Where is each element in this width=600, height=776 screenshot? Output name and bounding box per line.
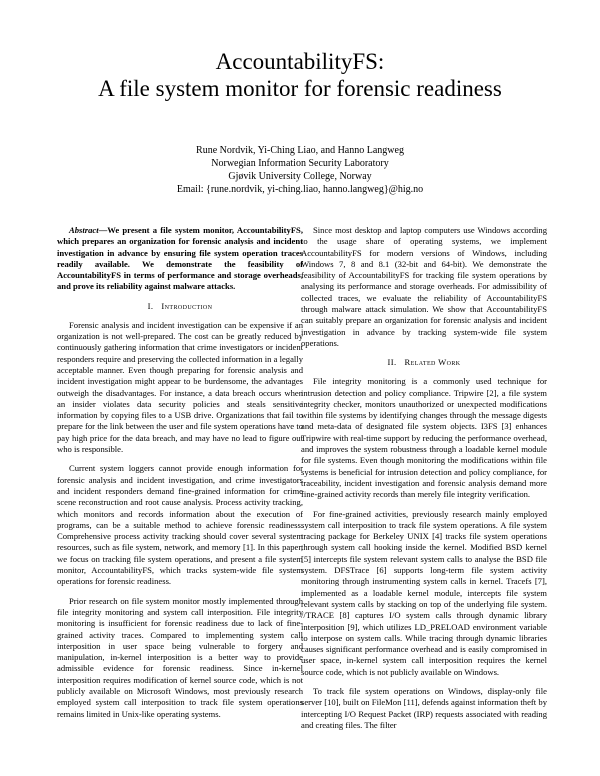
affiliation-college: Gjøvik University College, Norway <box>228 171 372 182</box>
intro-paragraph: Forensic analysis and incident investigation can be expensive if an organization is not well-prepared. The cost can be greatly reduced by continuously gathering information that crime investigators or incident responders require and preserving the collected information in a legally acceptable manner. Even though preparing for forensic analysis and incident investigation might appear to be burdensome, the advantages outweigh the disadvantages. For instance, a data breach occurs when an insider violates data security policies and steals sensitive information by copying files to a USB drive. Organizations that fail to prepare for the link between the user and file system operations have to pay high price for the data breach, and may have no lead to figure out who is responsible. <box>57 319 303 455</box>
author-block <box>60 144 540 196</box>
author-email: Email: {rune.nordvik, yi-ching.liao, hanno.langweg}@hig.no <box>176 184 424 195</box>
section-heading-introduction <box>57 301 303 312</box>
right-column <box>301 225 547 739</box>
author-names: Rune Nordvik, Yi-Ching Liao, and Hanno Langweg <box>196 145 404 156</box>
title-line-2: A file system monitor for forensic readiness <box>98 76 502 101</box>
intro-paragraph: Since most desktop and laptop computers use Windows according to the usage share of operating systems, we implement AccountabilityFS for modern versions of Windows, including Windows 7, 8 and 8.1 (32-bit and 64-bit). We demonstrate the feasibility of AccountabilityFS for tracking file system operations by analysing its performance and storage overheads. For admissibility of collected traces, we evaluate the reliability of AccountabilityFS through malware attack simulation. We show that AccountabilityFS can suitably prepare an organization for forensic analysis and incident investigation in advance by tracking system-wide file system operations. <box>301 225 547 348</box>
abstract-text: —We present a file system monitor, AccountabilityFS, which prepares an organization for forensic analysis and incident investigation in advance by ensuring file system operation traces readily available. We demonstrate the feasibility of AccountabilityFS in terms of performance and storage overheads, and prove its reliability against malware attacks. <box>57 225 303 292</box>
intro-paragraph: Prior research on file system monitor mostly implemented through file integrity monitoring and system call interposition. File integrity monitoring is insufficient for forensic readiness due to lack of fine-grained activity traces. Compared to implementing system call interposition in user space being vulnerable to forgery and manipulation, in-kernel interposition is a better way to provide admissible evidence for forensic readiness. Since in-kernel interposition requires modification of kernel source code, which is not publicly available on Microsoft Windows, most previously research employed system call interposition to track file system operations remains limited in Unix-like operating systems. <box>57 595 303 719</box>
related-work-paragraph: To track file system operations on Windows, display-only file server [10], built on FileMon [11], defends against information theft by intercepting I/O Request Packet (IRP) requests associated with reading and creating files. The filter <box>301 685 547 730</box>
related-work-paragraph: For fine-grained activities, previously research mainly employed system call interposition to track file system operations. A file system tracing package for Berkeley UNIX [4] tracks file system operations through system call hooking inside the kernel. Modified BSD kernel [5] intercepts file system relevant system calls to analyse the BSD file system. DFSTrace [6] supports long-term file system activity monitoring through instrumenting system calls in kernel. Tracefs [7], implemented as a loadable kernel module, intercepts file system relevant system calls by stacking on top of the underlying file system. //TRACE [8] captures I/O system calls through dynamic library interposition [9], which utilizes LD_PRELOAD environment variable to interpose on system calls. While tracing through dynamic libraries causes significant performance overhead and is easily compromised in user space, in-kernel system call interposition requires the kernel source code, which is not publicly available on Windows. <box>301 508 547 677</box>
paper-title <box>40 48 560 102</box>
title-line-1: AccountabilityFS: <box>215 49 385 74</box>
section-title: Related Work <box>404 357 461 368</box>
section-number: I. <box>147 300 154 311</box>
left-column <box>57 225 303 728</box>
affiliation-lab: Norwegian Information Security Laboratory <box>211 158 389 169</box>
section-title: Introduction <box>161 300 213 311</box>
abstract-label: Abstract <box>69 225 99 235</box>
related-work-paragraph: File integrity monitoring is a commonly used technique for intrusion detection and policy compliance. Tripwire [2], a file system integrity checker, monitors unauthorized or unexpected modifications within file systems by identifying changes through the message digests and meta-data of designated file system objects. I3FS [3] enhances Tripwire with real-time support by reducing the performance overhead, and improves the system robustness through a loadable kernel module for file systems. Even though monitoring the modifications within file systems is beneficial for intrusion detection and policy compliance, for traceability, incident investigation and forensic analysis demand more fine-grained activity records than merely file integrity verification. <box>301 376 547 500</box>
abstract <box>57 225 303 293</box>
section-number: II. <box>387 357 397 368</box>
section-heading-related-work <box>301 357 547 368</box>
intro-paragraph: Current system loggers cannot provide enough information for forensic analysis and incident investigation, and crime investigators and incident responders demand fine-grained information for crime scene reconstruction and root cause analysis. Process activity tracking, which monitors and records information about the execution of programs, can be a suitable method to achieve forensic readiness. Comprehensive process activity tracking should cover several system resources, such as file system, network, and memory [1]. In this paper, we focus on tracking file system operations, and present a file system monitor, AccountabilityFS, which tracks system-wide file system operations for forensic readiness. <box>57 463 303 587</box>
